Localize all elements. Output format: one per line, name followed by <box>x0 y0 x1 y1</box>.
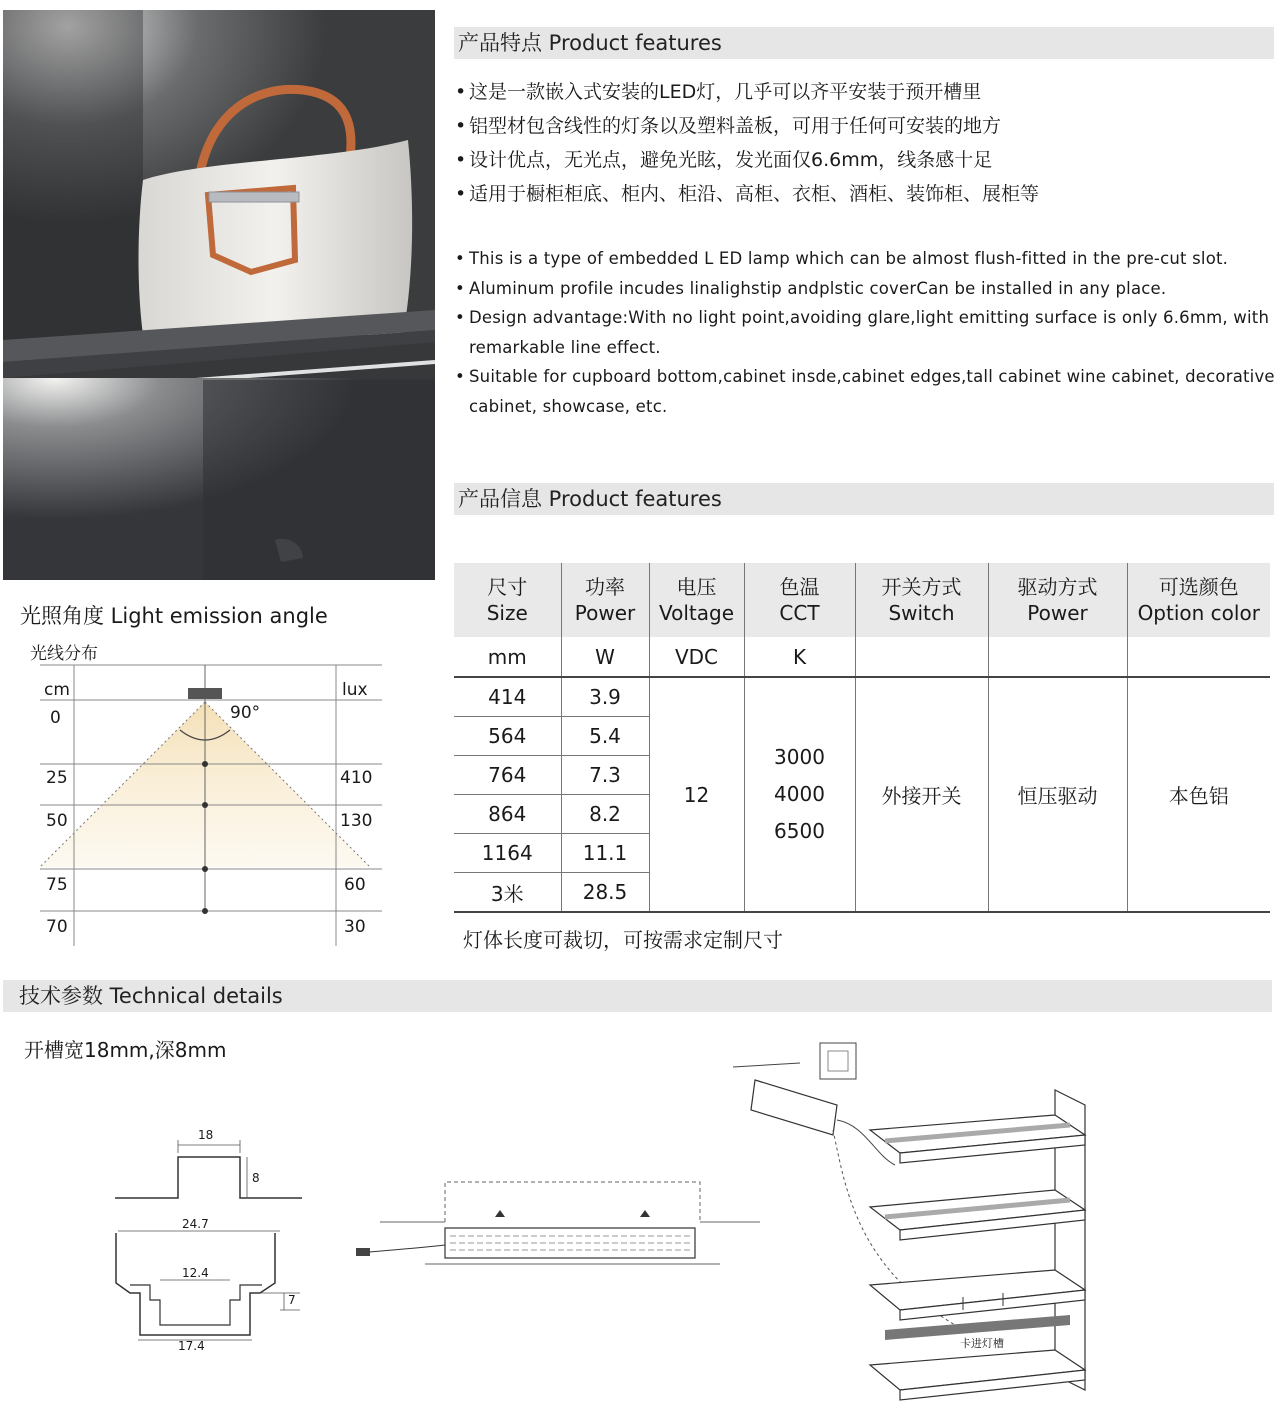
clip-label: 卡进灯槽 <box>960 1337 1004 1350</box>
power-cell: 5.4 <box>561 717 649 756</box>
header-en: Power <box>1027 601 1088 625</box>
unit-cell: K <box>744 637 855 677</box>
cct-value: 4000 <box>774 782 825 806</box>
color-cell: 本色铝 <box>1127 677 1270 912</box>
dim-inner-width: 12.4 <box>182 1266 209 1280</box>
header-en: Power <box>574 601 636 625</box>
lamp-slot-graphic <box>350 1170 770 1280</box>
header-en: Voltage <box>658 601 735 625</box>
dim-slot-depth: 8 <box>252 1171 260 1185</box>
info-title: 产品信息 Product features <box>454 483 1274 515</box>
spec-table <box>454 563 1270 913</box>
power-cell: 3.9 <box>561 677 649 717</box>
features-cn-list <box>455 75 1275 211</box>
features-cn-item <box>455 143 1275 177</box>
features-en-item <box>455 303 1277 362</box>
header-en: CCT <box>779 601 820 625</box>
header-en: Size <box>486 601 528 625</box>
cct-cell <box>744 677 855 912</box>
features-cn-text: 设计优点，无光点，避免光眩，发光面仅6.6mm，线条感十足 <box>469 149 993 171</box>
bullet-icon: • <box>455 149 467 171</box>
cct-value: 6500 <box>774 819 825 843</box>
left-tick: 0 <box>50 708 61 728</box>
features-title: 产品特点 Product features <box>454 27 1274 59</box>
bullet-icon: • <box>455 183 467 205</box>
header-cct <box>744 563 855 637</box>
features-en-text: This is a type of embedded L ED lamp which can be almost flush-fitted in the pre-cut slot. <box>469 249 1229 268</box>
tech-title: 技术参数 Technical details <box>3 980 1272 1012</box>
power-cell: 7.3 <box>561 756 649 795</box>
product-photo <box>3 10 435 580</box>
unit-cell <box>988 637 1127 677</box>
right-tick: 130 <box>340 811 373 831</box>
size-cell: 864 <box>454 795 561 834</box>
bullet-icon: • <box>455 278 465 298</box>
lamp-in-slot-drawing <box>350 1170 770 1280</box>
angle-title: 光照角度 Light emission angle <box>20 604 328 628</box>
profile-cross-section <box>110 1125 310 1360</box>
features-en-item <box>455 362 1277 421</box>
light-distribution-chart <box>30 662 390 952</box>
dim-top-width: 24.7 <box>182 1217 209 1231</box>
features-cn-text: 这是一款嵌入式安装的LED灯，几乎可以齐平安装于预开槽里 <box>469 81 982 103</box>
left-tick: 50 <box>46 811 68 831</box>
unit-cell: W <box>561 637 649 677</box>
header-en: Option color <box>1137 601 1260 625</box>
header-cn: 色温 <box>779 575 820 599</box>
bullet-icon: • <box>455 81 467 103</box>
power-cell: 8.2 <box>561 795 649 834</box>
features-en-list <box>455 244 1277 421</box>
angle-subtitle: 光线分布 <box>30 644 98 664</box>
features-cn-item <box>455 177 1275 211</box>
header-cn: 驱动方式 <box>1017 575 1098 599</box>
right-tick: 60 <box>344 875 366 895</box>
angle-label: 90° <box>230 703 261 723</box>
right-unit-label: lux <box>342 680 368 700</box>
header-cn: 尺寸 <box>487 575 528 599</box>
header-color <box>1127 563 1270 637</box>
features-en-text: Suitable for cupboard bottom,cabinet insde,cabinet edges,tall cabinet wine cabinet, decorative cabinet, showcase, etc. <box>469 367 1275 416</box>
unit-cell: mm <box>454 637 561 677</box>
features-en-item <box>455 244 1277 274</box>
dim-slot-width: 18 <box>198 1128 214 1142</box>
features-en-text: Aluminum profile incudes linalighstip andplstic coverCan be installed in any place. <box>469 278 1167 298</box>
size-cell: 414 <box>454 677 561 717</box>
features-en-item <box>455 274 1277 304</box>
unit-cell: VDC <box>649 637 744 677</box>
header-en: Switch <box>888 601 955 625</box>
features-en-text: Design advantage:With no light point,avoiding glare,light emitting surface is only 6.6mm, with remarkable line effect. <box>469 308 1270 357</box>
unit-cell <box>1127 637 1270 677</box>
bullet-icon: • <box>455 367 465 386</box>
table-unit-row <box>454 637 1270 677</box>
voltage-cell: 12 <box>649 677 744 912</box>
features-cn-text: 铝型材包含线性的灯条以及塑料盖板，可用于任何可安装的地方 <box>469 115 1002 137</box>
header-cn: 可选颜色 <box>1158 575 1239 599</box>
left-tick: 75 <box>46 875 68 895</box>
left-tick: 70 <box>46 917 68 937</box>
header-cn: 开关方式 <box>881 575 962 599</box>
unit-cell <box>855 637 988 677</box>
size-cell: 1164 <box>454 834 561 873</box>
light-distribution-graphic <box>30 662 390 952</box>
header-cn: 电压 <box>676 575 717 599</box>
slot-size-text: 开槽宽18mm,深8mm <box>24 1038 227 1062</box>
left-tick: 25 <box>46 768 68 788</box>
size-cell: 3米 <box>454 873 561 913</box>
table-row <box>454 677 1270 717</box>
header-voltage <box>649 563 744 637</box>
power-cell: 11.1 <box>561 834 649 873</box>
cct-value: 3000 <box>774 745 825 769</box>
dim-side-height: 7 <box>288 1293 296 1307</box>
cabinet-graphic <box>725 1035 1100 1415</box>
bullet-icon: • <box>455 115 467 137</box>
header-power <box>561 563 649 637</box>
header-size <box>454 563 561 637</box>
features-cn-text: 适用于橱柜柜底、柜内、柜沿、高柜、衣柜、酒柜、装饰柜、展柜等 <box>469 183 1040 205</box>
right-tick: 410 <box>340 768 373 788</box>
size-cell: 564 <box>454 717 561 756</box>
spec-table-wrap <box>454 563 1270 913</box>
table-note: 灯体长度可裁切，可按需求定制尺寸 <box>463 928 783 952</box>
shelf-graphic <box>870 1115 1085 1163</box>
left-unit-label: cm <box>44 680 70 700</box>
cabinet-install-drawing <box>725 1035 1100 1415</box>
switch-cell: 外接开关 <box>855 677 988 912</box>
profile-drawing <box>110 1125 310 1360</box>
bullet-icon: • <box>455 249 465 268</box>
table-header-row <box>454 563 1270 637</box>
right-tick: 30 <box>344 917 366 937</box>
header-switch <box>855 563 988 637</box>
bullet-icon: • <box>455 308 465 327</box>
header-cn: 功率 <box>585 575 625 599</box>
features-cn-item <box>455 109 1275 143</box>
size-cell: 764 <box>454 756 561 795</box>
cabinet-photo-illustration <box>3 10 435 580</box>
drive-cell: 恒压驱动 <box>988 677 1127 912</box>
dim-bottom-width: 17.4 <box>178 1339 205 1353</box>
features-cn-item <box>455 75 1275 109</box>
header-drive <box>988 563 1127 637</box>
power-cell: 28.5 <box>561 873 649 913</box>
